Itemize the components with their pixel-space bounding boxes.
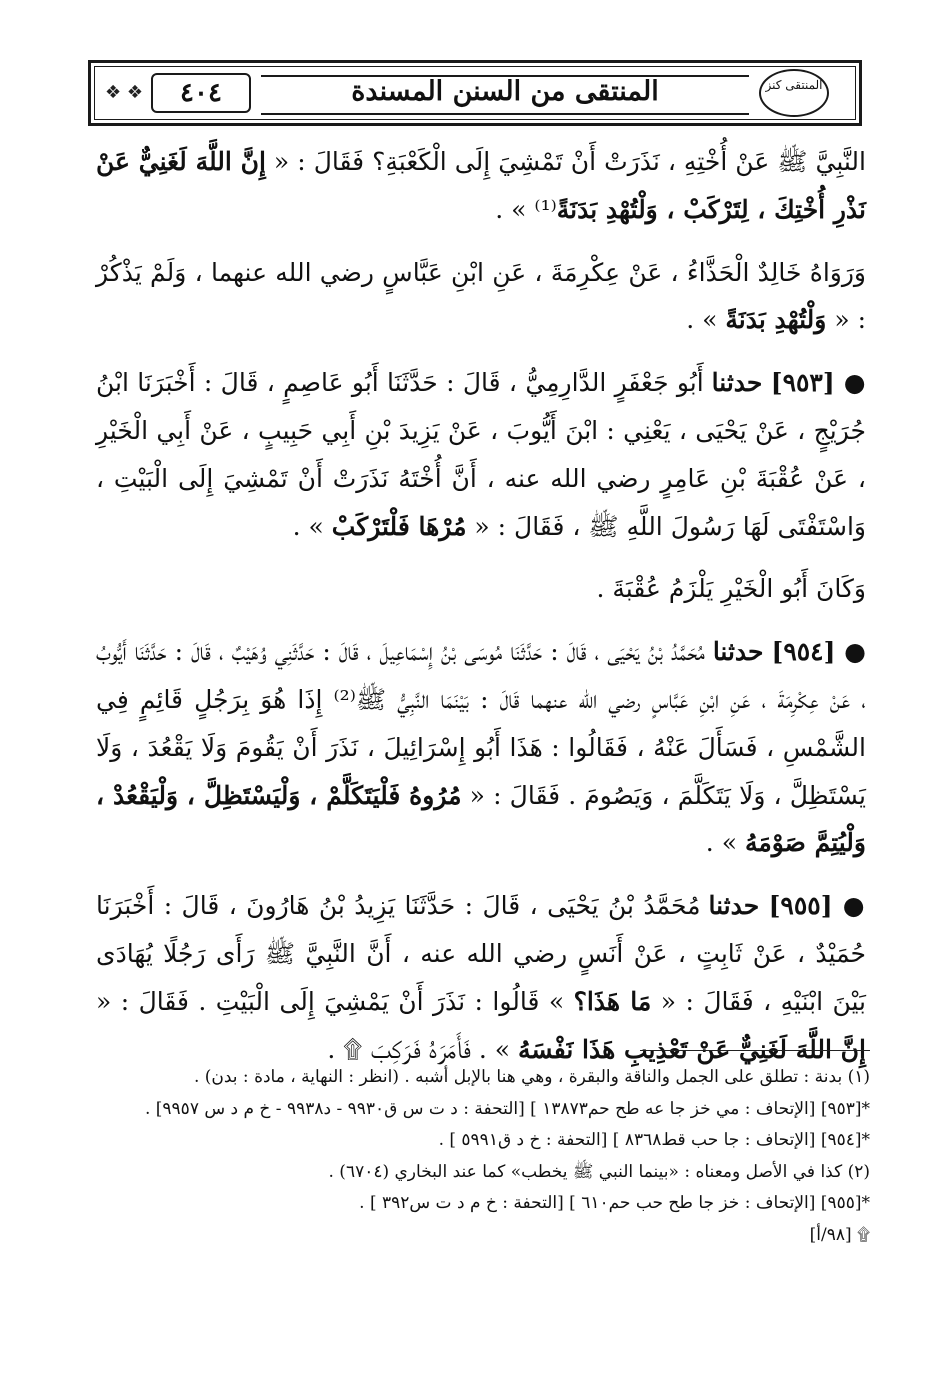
paragraph (96, 628, 866, 867)
footnote: *[٩٥٤] [الإتحاف : جا حب قط٨٣٦٨ ] [التحفة : خ د ق٥٩٩١ ] . (438, 1130, 870, 1151)
narration-text: ⁽¹⁾ » . (495, 194, 557, 224)
paragraph (96, 882, 866, 1073)
prophetic-quote: مُرْهَا فَلْتَرْكَبْ (331, 511, 467, 541)
hadith-number: ● [٩٥٥] (768, 891, 866, 921)
narration-text: » . (292, 511, 332, 541)
footnote: *[٩٥٣] [الإتحاف : مي خز جا عه طح حم١٣٨٧٣ ] [التحفة : د ت س ق٩٩٣٠ - د٩٩٣٨ - خ م د س ٩٩٥٧] . (144, 1098, 870, 1119)
narration-text: النَّبِيَّ ﷺ عَنْ أُخْتِهِ ، نَذَرَتْ أَنْ تَمْشِيَ إِلَى الْكَعْبَةِ؟ فَقَالَ : « (265, 147, 866, 176)
paragraph (96, 249, 866, 345)
paragraph (96, 565, 866, 613)
footnote: (٢) كذا في الأصل ومعناه : «بينما النبي ﷺ يخطب» كما عند البخاري (٦٧٠٤) . (328, 1161, 870, 1182)
narration-text: مُحَمَّدُ بْنُ يَحْيَى ، قَالَ : حَدَّثَنَا يَزِيدُ بْنُ هَارُونَ ، قَالَ : أَخْبَرَنَا حُمَيْدٌ ، عَنْ ثَابِتٍ ، عَنْ أَنَسٍ رضي الله عنه ، أَنَّ النَّبِيَّ ﷺ رَأَى رَجُلًا يُهَادَى بَيْنَ ابْنَيْهِ ، فَقَالَ : « (96, 891, 866, 1016)
footnote: ۩ [٩٨/أ] (809, 1224, 870, 1245)
page-number: ٤٠٤ (151, 73, 251, 113)
page-title: المنتقى من السنن المسندة (351, 76, 659, 107)
prophetic-quote: إِنَّ اللَّهَ لَغَنِيٌّ عَنْ نَذْرِ أُخْتِكَ ، لِتَرْكَبْ ، وَلْتُهْدِ بَدَنَةً (96, 147, 866, 224)
hadith-number: ● [٩٥٣] (770, 368, 866, 398)
hadith-number: ● [٩٥٤] (771, 637, 866, 667)
prophetic-quote: حدثنا (712, 637, 764, 667)
narration-text: » قَالُوا : نَذَرَ أَنْ يَمْشِيَ إِلَى الْبَيْتِ . فَقَالَ : « (96, 986, 574, 1016)
narration-text: » . (686, 305, 726, 335)
narration-text: وَكَانَ أَبُو الْخَيْرِ يَلْزَمُ عُقْبَةَ . (596, 574, 866, 604)
page-header (88, 60, 862, 126)
main-text (96, 138, 866, 1073)
footnote-divider (640, 1050, 870, 1051)
narration-text: » . (705, 828, 745, 858)
footnotes (100, 1062, 870, 1252)
publisher-logo: المنتقى كنز (759, 69, 829, 117)
narration-text: وَرَوَاهُ خَالِدٌ الْحَذَّاءُ ، عَنْ عِكْرِمَةَ ، عَنِ ابْنِ عَبَّاسٍ رضي الله عنهما ، وَلَمْ يَذْكُرْ : « (96, 257, 866, 335)
paragraph (96, 359, 866, 550)
narration-text: مُحَمَّدُ بْنُ يَحْيَى ، قَالَ : حَدَّثَنَا مُوسَى بْنُ إِسْمَاعِيلَ ، قَالَ : حَدَّثَنِي وُهَيْبٌ ، قَالَ : حَدَّثَنَا أَيُّوبُ ، عَنْ عِكْرِمَةَ ، عَنِ ابْنِ عَبَّاسٍ رضي الله عنهما قَالَ : بَيْنَمَا النَّبِيُّ ﷺ⁽²⁾ إِذَا هُوَ بِرَجُلٍ قَائِمٍ فِي الشَّمْسِ ، فَسَأَلَ عَنْهُ ، فَقَالُوا : هَذَا أَبُو إِسْرَائِيلَ ، نَذَرَ أَنْ يَقُومَ وَلَا يَقْعُدَ ، وَلَا يَسْتَظِلَّ ، وَلَا يَتَكَلَّمَ ، وَيَصُومَ . فَقَالَ : « (96, 637, 866, 810)
ornament-left: ❖ ❖ (105, 82, 143, 103)
footnote: (١) بدنة : تطلق على الجمل والناقة والبقرة ، وهي هنا بالإبل أشبه . (انظر : النهاية ، مادة : بدن) . (193, 1067, 870, 1087)
narration-text: » . فَأَمَرَهُ فَرَكِبَ ۩ . (327, 1034, 518, 1064)
prophetic-quote: حدثنا (711, 368, 763, 398)
prophetic-quote: حدثنا (708, 891, 760, 921)
footnote: *[٩٥٥] [الإتحاف : خز جا طح حب حم٦١٠ ] [التحفة : خ م د ت س٣٩٢ ] . (359, 1193, 870, 1214)
prophetic-quote: مَا هَذَا؟ (573, 986, 652, 1016)
paragraph (96, 138, 866, 234)
prophetic-quote: وَلْتُهْدِ بَدَنَةً (725, 305, 827, 335)
prophetic-quote: مُرُوهُ فَلْيَتَكَلَّمْ ، وَلْيَسْتَظِلَّ ، وَلْيَقْعُدْ ، وَلْيُتِمَّ صَوْمَهُ (96, 780, 866, 858)
prophetic-quote: إِنَّ اللَّهَ لَغَنِيٌّ عَنْ تَعْذِيبِ هَذَا نَفْسَهُ (518, 1034, 866, 1064)
narration-text: أَبُو جَعْفَرٍ الدَّارِمِيُّ ، قَالَ : حَدَّثَنَا أَبُو عَاصِمٍ ، قَالَ : أَخْبَرَنَا ابْنُ جُرَيْجٍ ، عَنْ يَحْيَى ، يَعْنِي : ابْنَ أَيُّوبَ ، عَنْ يَزِيدَ بْنِ أَبِي حَبِيبٍ ، عَنْ أَبِي الْخَيْرِ ، عَنْ عُقْبَةَ بْنِ عَامِرٍ رضي الله عنه ، أَنَّ أُخْتَهُ نَذَرَتْ أَنْ تَمْشِيَ إِلَى الْبَيْتِ ، وَاسْتَفْتَى لَهَا رَسُولَ اللَّهِ ﷺ ، فَقَالَ : « (96, 368, 866, 541)
